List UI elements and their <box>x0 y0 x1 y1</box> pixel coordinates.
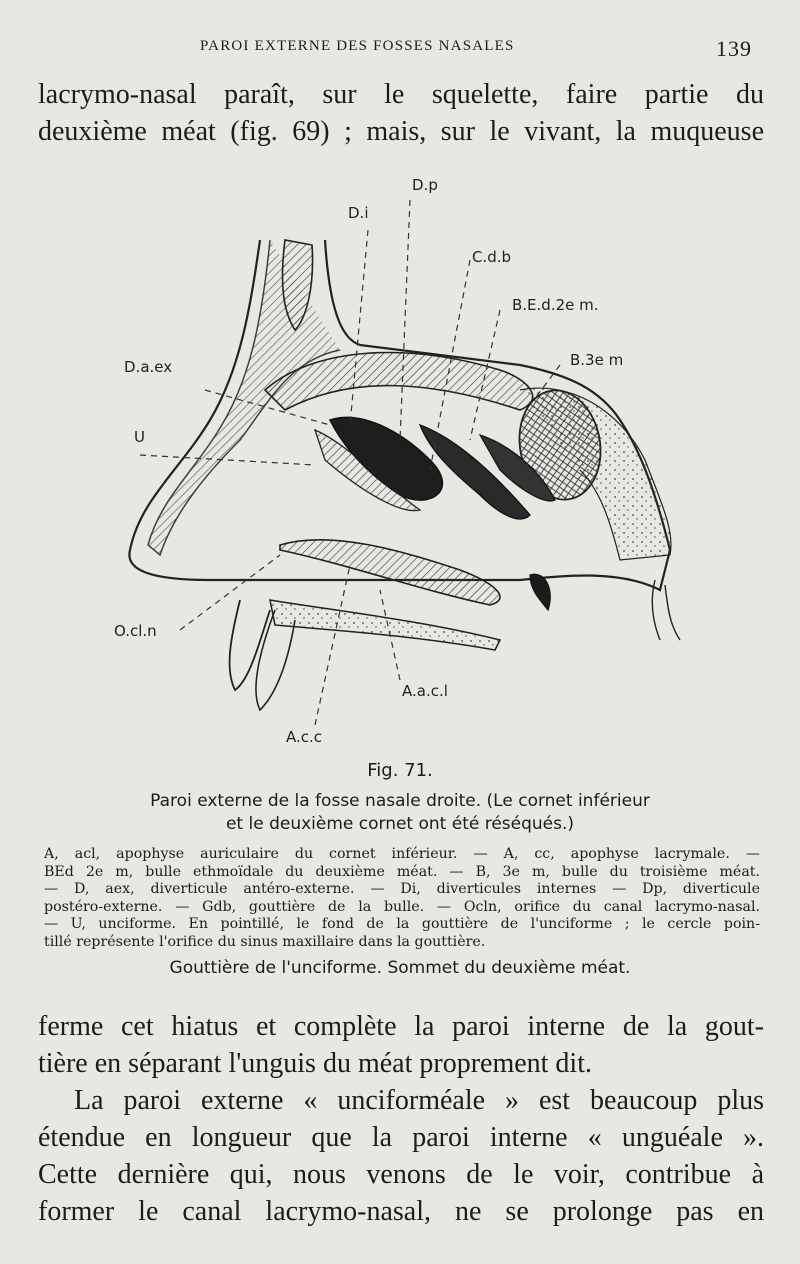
running-head: PAROI EXTERNE DES FOSSES NASALES <box>200 38 515 54</box>
legend-line: postéro-externe. — Gdb, gouttière de la bulle. — Ocln, orifice du canal lacrymo-nasal. <box>44 898 760 915</box>
legend-line: tillé représente l'orifice du sinus maxillaire dans la gouttière. <box>44 933 486 950</box>
label-daex: D.a.ex <box>124 358 173 376</box>
figure-subtitle: Gouttière de l'unciforme. Sommet du deuxième méat. <box>169 958 631 978</box>
label-aacl: A.a.c.l <box>402 682 448 700</box>
text-line: La paroi externe « unciforméale » est beaucoup plus <box>74 1085 764 1116</box>
text-line: former le canal lacrymo-nasal, ne se prolonge pas en <box>38 1196 764 1227</box>
anatomical-figure <box>100 170 700 760</box>
text-line: étendue en longueur que la paroi interne « unguéale ». <box>38 1122 764 1153</box>
text-line: ferme cet hiatus et complète la paroi interne de la gout- <box>38 1011 764 1042</box>
legend-line: — D, aex, diverticule antéro-externe. — Di, diverticules internes — Dp, diverticule <box>44 881 760 897</box>
palatal-section <box>270 600 500 650</box>
figure-number: Fig. 71. <box>367 760 433 781</box>
label-dp: D.p <box>412 176 438 194</box>
bottom-paragraph <box>38 1008 764 1230</box>
small-dark-mark <box>530 574 550 610</box>
legend-line: — U, unciforme. En pointillé, le fond de la gouttière de l'unciforme ; le cercle poin- <box>44 916 760 932</box>
text-line: Cette dernière qui, nous venons de le voir, contribue à <box>38 1159 764 1190</box>
page-number: 139 <box>716 36 752 61</box>
nasal-wall-drawing <box>100 170 700 760</box>
label-cdb: C.d.b <box>472 248 512 266</box>
label-u: U <box>134 428 145 446</box>
label-acc: A.c.c <box>286 728 323 746</box>
text-line: lacrymo-nasal paraît, sur le squelette, faire partie du <box>38 79 764 110</box>
label-di: D.i <box>348 204 369 222</box>
legend-line: BEd 2e m, bulle ethmoïdale du deuxième méat. — B, 3e m, bulle du troisième méat. <box>44 863 760 880</box>
label-ocln: O.cl.n <box>114 622 157 640</box>
legend-line: A, acl, apophyse auriculaire du cornet inférieur. — A, cc, apophyse lacrymale. — <box>44 846 760 862</box>
label-b3m: B.3e m <box>570 351 624 369</box>
figure-caption-line: et le deuxième cornet ont été réséqués.) <box>225 814 575 834</box>
inferior-turbinate-cut <box>280 540 500 605</box>
text-line: tière en séparant l'unguis du méat proprement dit. <box>38 1048 592 1079</box>
top-paragraph <box>38 76 764 150</box>
label-bed2m: B.E.d.2e m. <box>512 296 599 314</box>
text-line: deuxième méat (fig. 69) ; mais, sur le vivant, la muqueuse <box>38 116 764 147</box>
figure-legend <box>44 846 760 951</box>
figure-caption-line: Paroi externe de la fosse nasale droite. (Le cornet inférieur <box>150 791 650 811</box>
